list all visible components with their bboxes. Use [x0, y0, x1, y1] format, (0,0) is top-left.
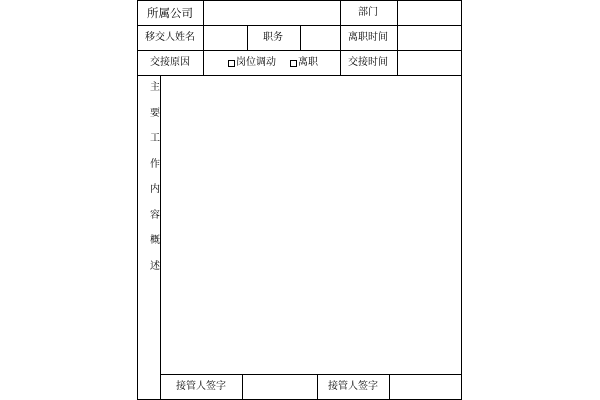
option-job-transfer[interactable] — [228, 57, 276, 69]
label-char: 容 — [150, 209, 160, 221]
leave-date-label: 离职时间 — [348, 32, 388, 43]
rule-r2-b — [247, 25, 248, 50]
receiver-signature-label-1: 接管人签字 — [176, 381, 226, 392]
label-char: 述 — [150, 260, 160, 272]
work-summary-field[interactable] — [161, 76, 461, 374]
rule-r2-d — [340, 25, 341, 50]
rule-r1-b — [340, 0, 341, 25]
resignation-checkbox[interactable] — [290, 60, 297, 67]
handover-date-field[interactable] — [398, 51, 461, 75]
handover-date-label: 交接时间 — [348, 57, 388, 68]
company-field[interactable] — [204, 1, 340, 25]
rule-f-b — [317, 374, 318, 399]
company-label: 所属公司 — [147, 6, 193, 20]
handover-reason-label: 交接原因 — [150, 57, 190, 68]
receiver-signature-label-2: 接管人签字 — [328, 381, 378, 392]
option-resignation[interactable] — [290, 57, 318, 69]
position-field[interactable] — [301, 26, 340, 50]
leave-date-field[interactable] — [398, 26, 461, 50]
job-transfer-checkbox[interactable] — [228, 60, 235, 67]
main-work-summary-label — [149, 82, 161, 286]
rule-right — [461, 0, 462, 400]
rule-r3-a — [203, 50, 204, 75]
label-char: 要 — [150, 107, 160, 119]
rule-left — [137, 0, 138, 400]
transferor-name-field[interactable] — [204, 26, 247, 50]
receiver-signature-field-1[interactable] — [243, 375, 317, 399]
label-char: 概 — [150, 235, 160, 246]
resignation-label: 离职 — [298, 57, 318, 68]
transferor-name-label: 移交人姓名 — [145, 32, 195, 43]
label-char: 主 — [150, 82, 160, 93]
position-label: 职务 — [263, 32, 283, 43]
rule-r3-b — [340, 50, 341, 75]
job-transfer-label: 岗位调动 — [236, 57, 276, 68]
department-field[interactable] — [398, 1, 461, 25]
department-label: 部门 — [358, 7, 378, 18]
label-char: 工 — [150, 133, 160, 144]
handover-form — [137, 0, 462, 400]
label-char: 作 — [150, 158, 160, 170]
receiver-signature-field-2[interactable] — [390, 375, 461, 399]
label-char: 内 — [150, 184, 160, 195]
